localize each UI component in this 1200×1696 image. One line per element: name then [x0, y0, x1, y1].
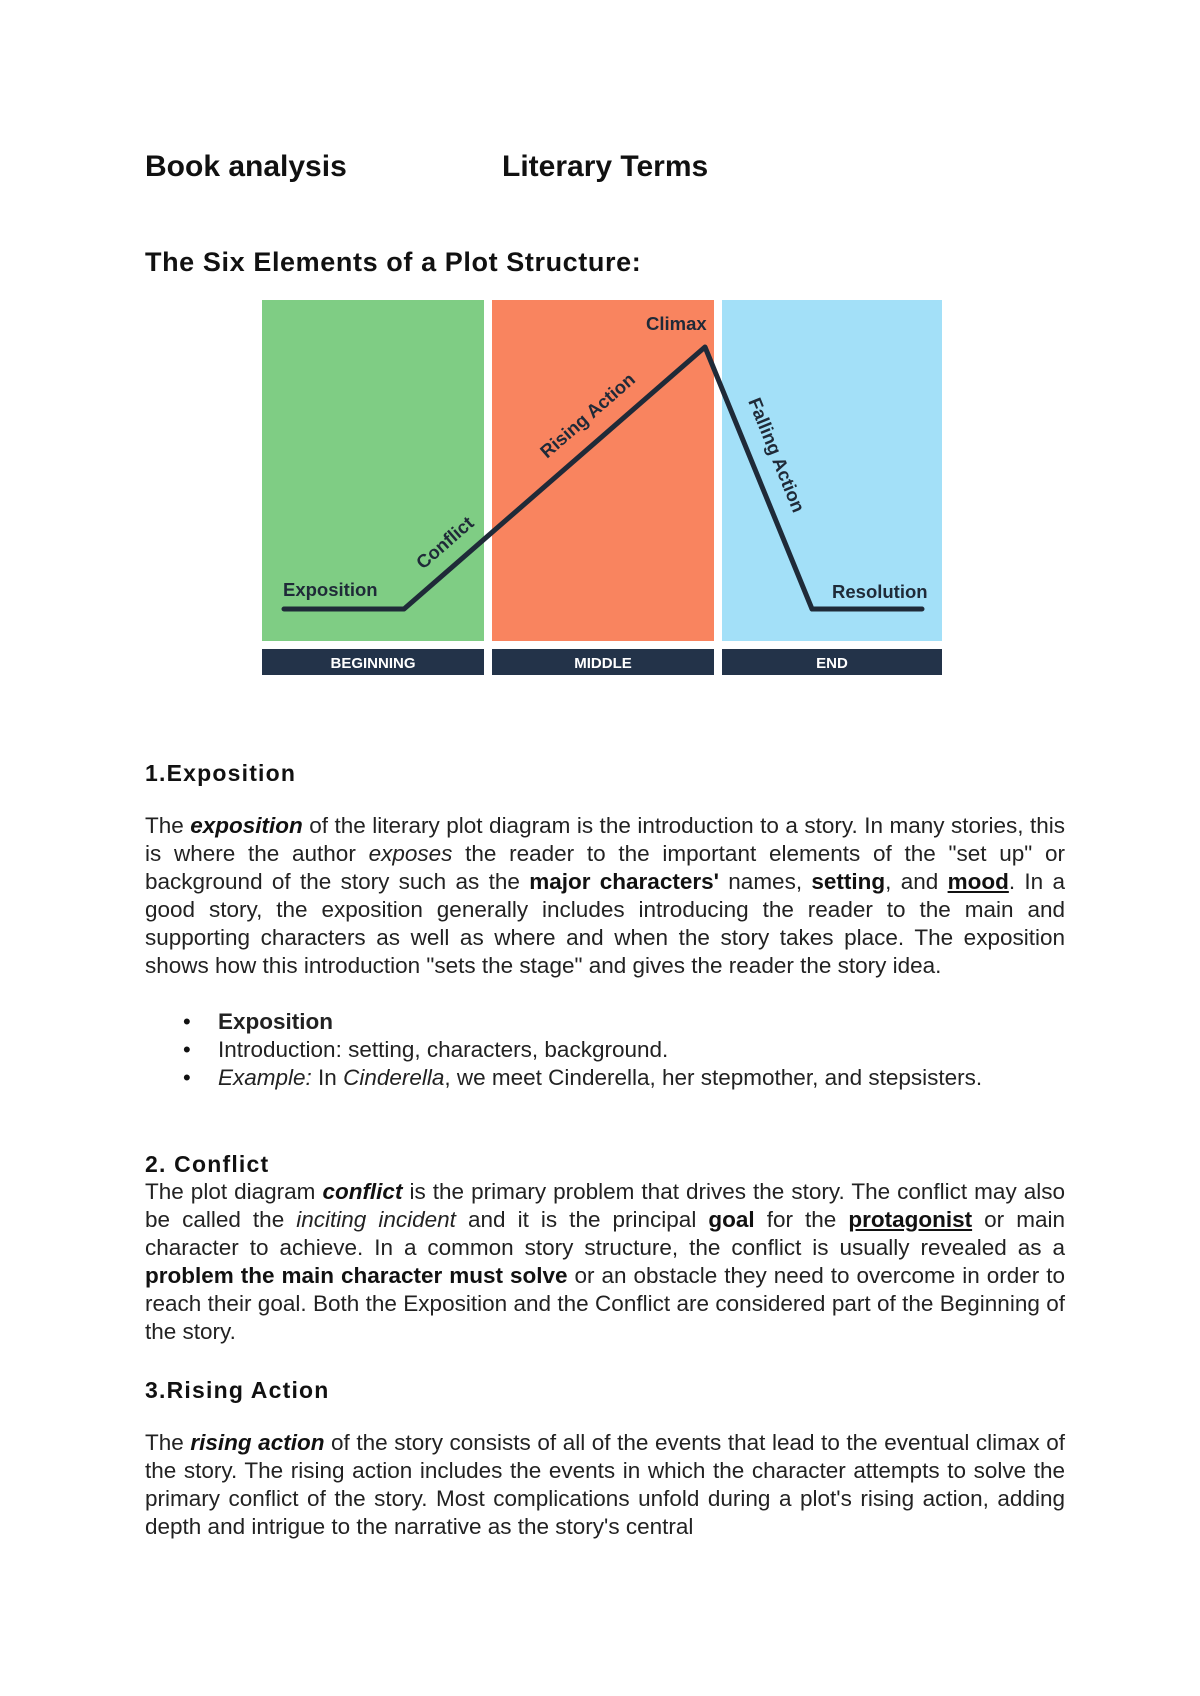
term-problem: problem the main character must solve: [145, 1263, 568, 1288]
label-conflict: Conflict: [411, 511, 478, 574]
label-resolution: Resolution: [832, 581, 928, 602]
list-item: [145, 1064, 1065, 1092]
label-rising-action: Rising Action: [535, 368, 640, 463]
label-falling-action: Falling Action: [744, 394, 810, 516]
term-exposition: exposition: [190, 813, 303, 838]
header-literary-terms: Literary Terms: [502, 150, 709, 183]
list-item: [145, 1036, 1065, 1064]
subtitle: The Six Elements of a Plot Structure:: [145, 247, 642, 277]
text-run: The: [145, 1430, 191, 1455]
label-climax: Climax: [646, 313, 707, 334]
text-run: , and: [885, 869, 948, 894]
text-run: and it is the principal: [455, 1207, 709, 1232]
text-run: the reader to the important elements of the "set up" or background of the story such as the: [145, 841, 1065, 894]
term-setting: setting: [811, 869, 886, 894]
text-run: In: [311, 1065, 344, 1090]
text-run: , we meet Cinderella, her stepmother, and stepsisters.: [444, 1065, 983, 1090]
term-goal: goal: [708, 1207, 755, 1232]
emphasis-inciting-incident: inciting incident: [296, 1207, 456, 1232]
conflict-paragraph: [145, 1178, 1065, 1346]
label-exposition: Exposition: [283, 579, 378, 600]
exposition-paragraph: [145, 812, 1065, 980]
text-run: for the: [754, 1207, 849, 1232]
term-major-characters: major characters': [529, 869, 719, 894]
rising-action-paragraph: [145, 1429, 1065, 1541]
text-run: The: [145, 813, 191, 838]
term-protagonist: protagonist: [848, 1207, 973, 1232]
section-title-conflict: 2. Conflict: [145, 1151, 270, 1177]
exposition-bullets: [145, 1008, 1065, 1092]
term-conflict: conflict: [322, 1179, 403, 1204]
text-run: or main character to achieve. In a common story structure, the conflict is usually revealed as a: [145, 1207, 1065, 1260]
text-run: The plot diagram: [145, 1179, 323, 1204]
bullet-example-title: Cinderella: [343, 1065, 445, 1090]
bar-label-beginning: BEGINNING: [330, 655, 416, 672]
section-title-rising-action: 3.Rising Action: [145, 1377, 330, 1403]
term-mood: mood: [947, 869, 1009, 894]
bullet-exposition: Exposition: [218, 1009, 334, 1034]
plot-structure-diagram: [262, 300, 942, 675]
text-run: is the primary problem that drives the story. The conflict may also be called the: [145, 1179, 1065, 1232]
text-run: . In a good story, the exposition generally includes introducing the reader to the main and supporting characters as well as where and when the story takes place. The exposition shows how this introduction "sets the stage" and gives the reader the story idea.: [145, 869, 1066, 978]
text-run: of the literary plot diagram is the introduction to a story. In many stories, this is where the author: [145, 813, 1065, 866]
emphasis-exposes: exposes: [368, 841, 453, 866]
section-title-exposition: 1.Exposition: [145, 760, 297, 786]
text-run: of the story consists of all of the events that lead to the eventual climax of the story. The rising action includes the events in which the character attempts to solve the primary conflict of the story. Most complications unfold during a plot's rising action, adding depth and intrigue to the narrative as the story's central: [145, 1430, 1065, 1539]
bullet-example-label: Example:: [218, 1065, 312, 1090]
text-run: or an obstacle they need to overcome in order to reach their goal. Both the Exposition and the Conflict are considered part of the Beginning of the story.: [145, 1263, 1065, 1344]
term-rising-action: rising action: [190, 1430, 325, 1455]
middle-panel: [492, 300, 714, 641]
bar-label-middle: MIDDLE: [574, 655, 632, 672]
bullet-introduction: Introduction: setting, characters, background.: [218, 1037, 669, 1062]
list-item: [145, 1008, 1065, 1036]
text-run: names,: [718, 869, 812, 894]
bar-label-end: END: [816, 655, 848, 672]
header-book-analysis: Book analysis: [145, 150, 347, 183]
